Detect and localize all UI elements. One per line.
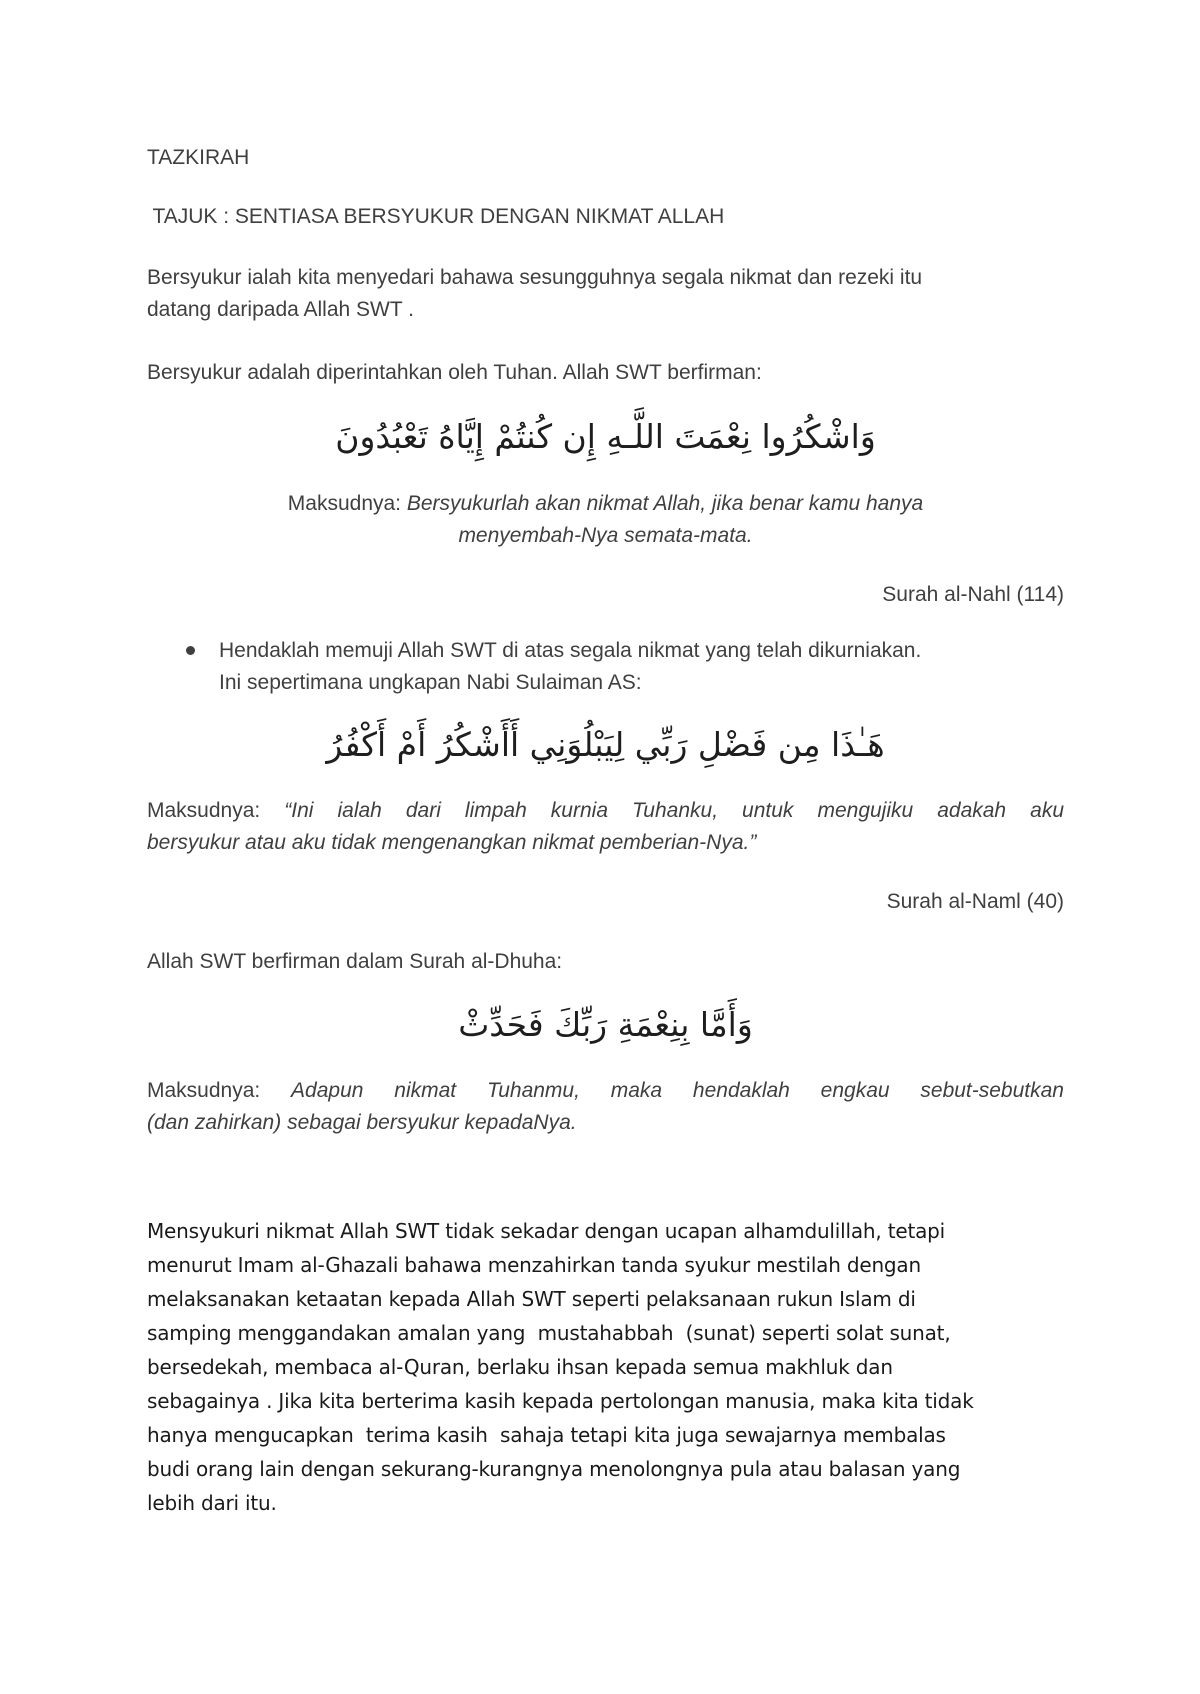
document-heading: TAZKIRAH xyxy=(147,146,250,169)
verse-1-meaning-text-1: Bersyukurlah akan nikmat Allah, jika benar kamu hanya xyxy=(406,492,924,515)
closing-line-7: hanya mengucapkan terima kasih sahaja tetapi kita juga sewajarnya membalas xyxy=(147,1423,946,1447)
closing-line-4: samping menggandakan amalan yang mustahabbah (sunat) seperti solat sunat, xyxy=(147,1321,951,1345)
closing-line-6: sebagainya . Jika kita berterima kasih kepada pertolongan manusia, maka kita tidak xyxy=(147,1389,974,1413)
verse-2-meaning-text-1: “Ini ialah dari limpah kurnia Tuhanku, untuk mengujiku adakah aku xyxy=(284,799,1064,822)
closing-line-5: bersedekah, membaca al-Quran, berlaku ihsan kepada semua makhluk dan xyxy=(147,1355,893,1379)
intro-line-2: datang daripada Allah SWT . xyxy=(147,298,414,321)
bullet-line-2: Ini sepertimana ungkapan Nabi Sulaiman AS: xyxy=(219,671,642,694)
dhuha-line: Allah SWT berfirman dalam Surah al-Dhuha: xyxy=(147,950,563,973)
verse-3-meaning-text-1: Adapun nikmat Tuhanmu, maka hendaklah engkau sebut-sebutkan xyxy=(291,1079,1064,1102)
closing-line-8: budi orang lain dengan sekurang-kurangnya menolongnya pula atau balasan yang xyxy=(147,1457,961,1481)
bullet-line-1: Hendaklah memuji Allah SWT di atas segala nikmat yang telah dikurniakan. xyxy=(219,639,922,662)
document-title: TAJUK : SENTIASA BERSYUKUR DENGAN NIKMAT ALLAH xyxy=(147,205,725,228)
verse-3-meaning-line-2: (dan zahirkan) sebagai bersyukur kepadaNya. xyxy=(147,1111,577,1134)
closing-line-9: lebih dari itu. xyxy=(147,1491,277,1515)
verse-1-arabic: وَاشْكُرُوا نِعْمَتَ اللَّـهِ إِن كُنتُمْ إِيَّاهُ تَعْبُدُونَ xyxy=(335,417,876,456)
intro-line-1: Bersyukur ialah kita menyedari bahawa sesungguhnya segala nikmat dan rezeki itu xyxy=(147,266,923,289)
verse-2-meaning-line-1 xyxy=(147,795,1064,827)
verse-1-label: Maksudnya: xyxy=(287,492,407,515)
verse-2-source: Surah al-Naml (40) xyxy=(886,890,1064,913)
verse-3-meaning-line-1 xyxy=(147,1075,1064,1107)
bullet-dot xyxy=(186,646,195,655)
verse-3-label: Maksudnya: xyxy=(147,1079,292,1102)
command-line: Bersyukur adalah diperintahkan oleh Tuhan. Allah SWT berfirman: xyxy=(147,361,762,384)
verse-2-arabic: هَـٰذَا مِن فَضْلِ رَبِّي لِيَبْلُوَنِي أَأَشْكُرُ أَمْ أَكْفُرُ xyxy=(326,725,885,764)
verse-1-source: Surah al-Nahl (114) xyxy=(882,583,1064,606)
closing-line-1: Mensyukuri nikmat Allah SWT tidak sekadar dengan ucapan alhamdulillah, tetapi xyxy=(147,1219,945,1243)
closing-line-2: menurut Imam al-Ghazali bahawa menzahirkan tanda syukur mestilah dengan xyxy=(147,1253,921,1277)
verse-2-label: Maksudnya: xyxy=(147,799,285,822)
verse-2-meaning-line-2: bersyukur atau aku tidak mengenangkan nikmat pemberian-Nya.” xyxy=(147,831,757,854)
verse-1-meaning-line-1 xyxy=(147,488,1064,520)
verse-3-arabic: وَأَمَّا بِنِعْمَةِ رَبِّكَ فَحَدِّثْ xyxy=(458,1005,753,1044)
closing-line-3: melaksanakan ketaatan kepada Allah SWT seperti pelaksanaan rukun Islam di xyxy=(147,1287,916,1311)
verse-1-meaning-line-2: menyembah-Nya semata-mata. xyxy=(458,524,753,547)
